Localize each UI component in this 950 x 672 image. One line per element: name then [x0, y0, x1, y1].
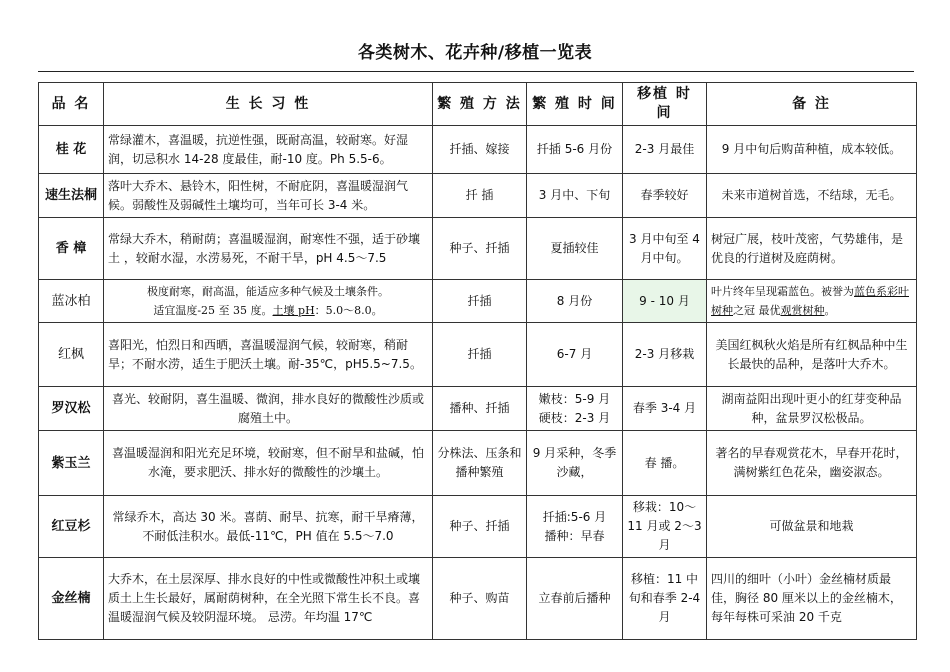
header-name: 品 名	[39, 83, 104, 126]
header-transplant: 移植 时 间	[623, 83, 707, 126]
row-notes	[707, 280, 917, 323]
time-line-a: 嫩枝：5-9 月	[538, 391, 611, 406]
notes-link-ornamental: 观赏树种	[780, 304, 825, 317]
row-transplant: 春 播。	[623, 431, 707, 496]
row-time	[527, 496, 623, 558]
row-growth: 常绿乔木，高达 30 米。喜荫、耐旱、抗寒，耐干旱瘠薄，不耐低洼积水。最低-11℃，PH 值在 5.5～7.0	[104, 496, 433, 558]
header-time: 繁 殖 时 间	[527, 83, 623, 126]
row-notes: 著名的早春观赏花木，早春开花时，满树紫红色花朵，幽姿淑态。	[707, 431, 917, 496]
table-row	[39, 323, 917, 387]
row-method: 种子、扦插	[433, 496, 527, 558]
row-method: 种子、购苗	[433, 558, 527, 640]
table-header-row	[39, 83, 917, 126]
row-transplant: 移栽：10～11 月或 2～3 月	[623, 496, 707, 558]
row-notes: 未来市道树首选，不结球，无毛。	[707, 174, 917, 218]
notes-part: 叶片终年呈现霜蓝色。被誉为	[711, 285, 854, 298]
row-time	[527, 387, 623, 431]
row-notes: 树冠广展，枝叶茂密，气势雄伟，是优良的行道树及庭荫树。	[707, 218, 917, 280]
row-growth	[104, 280, 433, 323]
row-transplant: 3 月中旬至 4 月中旬。	[623, 218, 707, 280]
row-method: 扦插、嫁接	[433, 126, 527, 174]
notes-link-blue-color: 蓝色系彩叶树种	[711, 285, 909, 317]
header-notes: 备 注	[707, 83, 917, 126]
row-name: 香 樟	[39, 218, 104, 280]
row-transplant: 2-3 月移栽	[623, 323, 707, 387]
notes-part: 之冠 最优	[733, 304, 781, 317]
row-name: 红豆杉	[39, 496, 104, 558]
row-method: 扦 插	[433, 174, 527, 218]
row-growth: 落叶大乔木、悬铃木，阳性树，不耐庇阴，喜温暖湿润气候。弱酸性及弱碱性土壤均可，当年可长 3-4 米。	[104, 174, 433, 218]
plant-table	[38, 82, 917, 640]
page-title: 各类树木、花卉种/移植一览表	[357, 43, 593, 63]
row-transplant: 移植：11 中旬和春季 2-4 月	[623, 558, 707, 640]
table-row	[39, 558, 917, 640]
row-time: 扦插 5-6 月份	[527, 126, 623, 174]
row-notes: 美国红枫秋火焰是所有红枫品种中生长最快的品种，是落叶大乔木。	[707, 323, 917, 387]
table-row	[39, 496, 917, 558]
growth-line-a: 极度耐寒，耐高温，能适应多种气候及土壤条件。	[147, 285, 389, 298]
row-transplant: 春季 3-4 月	[623, 387, 707, 431]
table-row	[39, 174, 917, 218]
row-notes: 9 月中旬后购苗种植，成本较低。	[707, 126, 917, 174]
header-method: 繁 殖 方 法	[433, 83, 527, 126]
row-growth: 喜温暖湿润和阳光充足环境，较耐寒，但不耐旱和盐碱，怕水淹，要求肥沃、排水好的微酸性的沙壤土。	[104, 431, 433, 496]
header-growth: 生 长 习 性	[104, 83, 433, 126]
row-growth: 大乔木，在土层深厚、排水良好的中性或微酸性冲积土或壤质土上生长最好，属耐荫树种，在全光照下常生长不良。喜温暖湿润气候及较阴湿环境。 忌涝。年均温 17℃	[104, 558, 433, 640]
time-line-b: 硬枝：2-3 月	[538, 410, 611, 425]
growth-ph-value: ：5.0～8.0。	[314, 304, 383, 317]
growth-ph-label: 土壤 pH	[272, 304, 315, 317]
notes-part: 。	[824, 304, 836, 317]
table-row	[39, 126, 917, 174]
time-line-a: 扦插:5-6 月	[542, 509, 607, 524]
row-method: 分株法、压条和播种繁殖	[433, 431, 527, 496]
row-method: 扦插	[433, 280, 527, 323]
growth-line-b: 适宜温度-25 至 35 度。	[153, 304, 273, 317]
table-row	[39, 431, 917, 496]
row-name: 速生法桐	[39, 174, 104, 218]
row-time: 6-7 月	[527, 323, 623, 387]
row-notes: 湖南益阳出现叶更小的红芽变种品种，盆景罗汉松极品。	[707, 387, 917, 431]
row-time: 8 月份	[527, 280, 623, 323]
row-growth: 喜阳光，怕烈日和西晒，喜温暖湿润气候，较耐寒，稍耐旱；不耐水涝，适生于肥沃土壤。耐-35℃，pH5.5~7.5。	[104, 323, 433, 387]
title-divider	[38, 71, 914, 72]
row-name: 桂 花	[39, 126, 104, 174]
row-name: 罗汉松	[39, 387, 104, 431]
row-growth: 常绿灌木，喜温暖，抗逆性强，既耐高温，较耐寒。好湿润，切忌积水 14-28 度最佳，耐-10 度。Ph 5.5-6。	[104, 126, 433, 174]
row-transplant: 春季较好	[623, 174, 707, 218]
table-row	[39, 280, 917, 323]
row-time: 3 月中、下旬	[527, 174, 623, 218]
row-method: 播种、扦插	[433, 387, 527, 431]
row-notes: 四川的细叶（小叶）金丝楠材质最佳，胸径 80 厘米以上的金丝楠木，每年每株可采油 20 千克	[707, 558, 917, 640]
row-name: 金丝楠	[39, 558, 104, 640]
row-name: 紫玉兰	[39, 431, 104, 496]
table-row	[39, 218, 917, 280]
row-method: 种子、扦插	[433, 218, 527, 280]
row-time: 9 月采种，冬季沙藏，	[527, 431, 623, 496]
row-name: 蓝冰柏	[39, 280, 104, 323]
table-row	[39, 387, 917, 431]
row-method: 扦插	[433, 323, 527, 387]
row-name: 红枫	[39, 323, 104, 387]
row-time: 夏插较佳	[527, 218, 623, 280]
row-growth: 常绿大乔木，稍耐荫；喜温暖湿润，耐寒性不强，适于砂壤土 ，较耐水湿，水涝易死，不耐干旱，pH 4.5～7.5	[104, 218, 433, 280]
row-time: 立春前后播种	[527, 558, 623, 640]
row-transplant: 2-3 月最佳	[623, 126, 707, 174]
row-notes: 可做盆景和地栽	[707, 496, 917, 558]
row-transplant: 9 - 10 月	[623, 280, 707, 323]
row-growth: 喜光、较耐阴，喜生温暖、微润，排水良好的微酸性沙质或腐殖土中。	[104, 387, 433, 431]
time-line-b: 播种：早春	[544, 528, 605, 543]
